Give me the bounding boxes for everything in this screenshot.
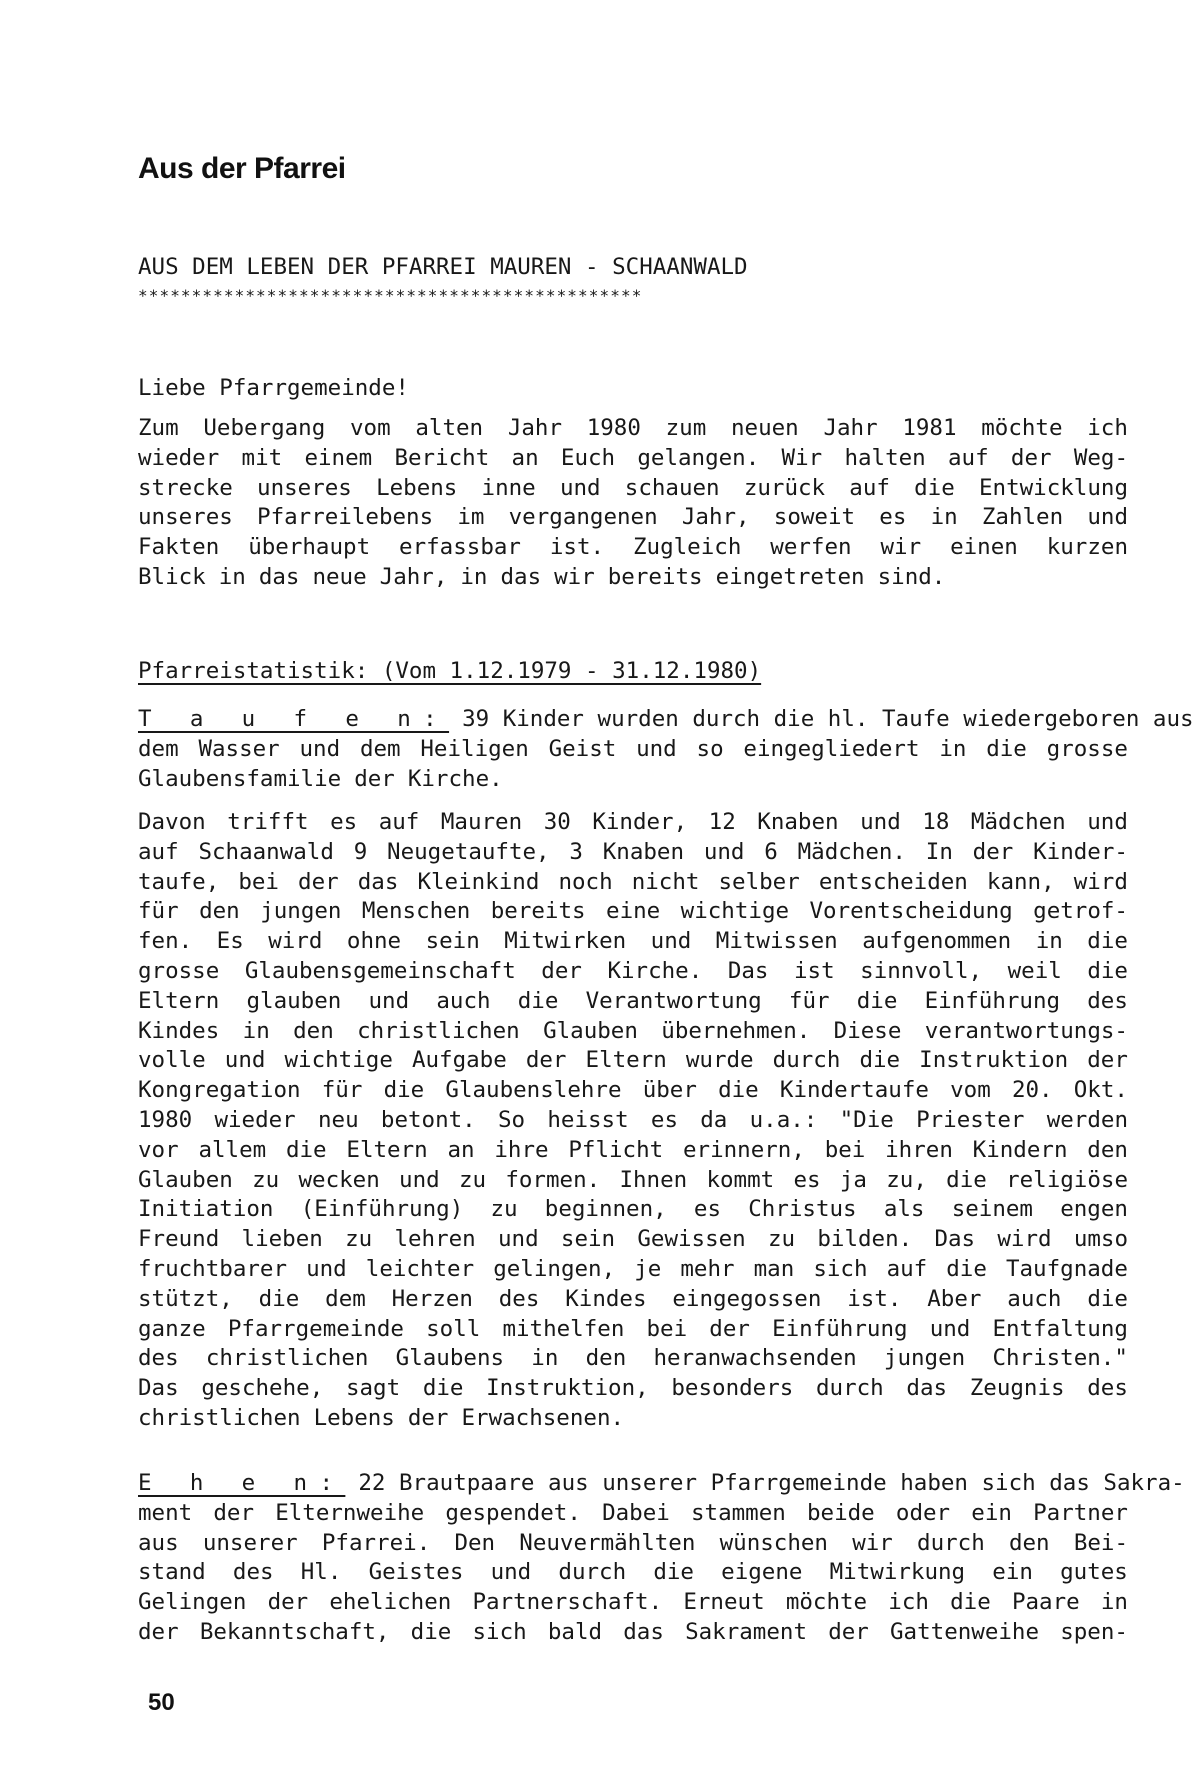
statistics-heading-line bbox=[138, 657, 1128, 687]
ehen-first-line-text: 22 Brautpaare aus unserer Pfarrgemeinde haben sich das Sakra- bbox=[358, 1470, 1185, 1496]
taufen-first-line bbox=[138, 705, 1194, 735]
text-line: unseres Pfarreilebens im vergangenen Jahr, soweit es in Zahlen und bbox=[138, 504, 1128, 531]
taufen-detail-paragraph bbox=[138, 808, 1128, 1434]
text-line: stützt, die dem Herzen des Kindes eingegossen ist. Aber auch die bbox=[138, 1285, 1128, 1312]
text-line: Zum Uebergang vom alten Jahr 1980 zum neuen Jahr 1981 möchte ich bbox=[138, 415, 1128, 441]
ehen-lines bbox=[138, 1499, 1128, 1648]
article-heading: AUS DEM LEBEN DER PFARREI MAUREN - SCHAANWALD bbox=[138, 254, 748, 280]
text-line: Fakten überhaupt erfassbar ist. Zugleich werfen wir einen kurzen bbox=[138, 534, 1128, 561]
salutation-paragraph bbox=[138, 374, 1128, 404]
text-line: Glauben zu wecken und zu formen. Ihnen kommt es ja zu, die religiöse bbox=[138, 1166, 1128, 1193]
text-line: vor allem die Eltern an ihre Pflicht erinnern, bei ihren Kindern den bbox=[138, 1136, 1128, 1163]
text-line: strecke unseres Lebens inne und schauen zurück auf die Entwicklung bbox=[138, 474, 1128, 501]
text-line: fen. Es wird ohne sein Mitwirken und Mitwissen aufgenommen in die bbox=[138, 928, 1128, 955]
text-line: dem Wasser und dem Heiligen Geist und so eingegliedert in die grosse bbox=[138, 735, 1128, 762]
text-line: Kongregation für die Glaubenslehre über die Kindertaufe vom 20. Okt. bbox=[138, 1077, 1128, 1104]
text-line: Initiation (Einführung) zu beginnen, es Christus als seinem engen bbox=[138, 1196, 1128, 1223]
salutation-line: Liebe Pfarrgemeinde! bbox=[138, 375, 409, 401]
text-line: für den jungen Menschen bereits eine wichtige Vorentscheidung getrof- bbox=[138, 898, 1128, 925]
text-line: aus unserer Pfarrei. Den Neuvermählten wünschen wir durch den Bei- bbox=[138, 1529, 1128, 1556]
text-line: Eltern glauben und auch die Verantwortung für die Einführung des bbox=[138, 987, 1128, 1014]
taufen-paragraph bbox=[138, 705, 1194, 794]
ehen-paragraph bbox=[138, 1469, 1185, 1648]
text-line: ment der Elternweihe gespendet. Dabei stammen beide oder ein Partner bbox=[138, 1499, 1128, 1526]
text-line: Freund lieben zu lehren und sein Gewissen zu bilden. Das wird umso bbox=[138, 1226, 1128, 1253]
taufen-lines bbox=[138, 735, 1128, 795]
intro-paragraph bbox=[138, 414, 1128, 593]
text-line: ganze Pfarrgemeinde soll mithelfen bei der Einführung und Entfaltung bbox=[138, 1315, 1128, 1342]
taufen-first-line-text: 39 Kinder wurden durch die hl. Taufe wiedergeboren aus bbox=[462, 706, 1194, 732]
text-line: fruchtbarer und leichter gelingen, je mehr man sich auf die Taufgnade bbox=[138, 1255, 1128, 1282]
text-line: grosse Glaubensgemeinschaft der Kirche. Das ist sinnvoll, weil die bbox=[138, 957, 1128, 984]
section-title: Aus der Pfarrei bbox=[138, 152, 346, 185]
ehen-label: E h e n: bbox=[138, 1470, 346, 1496]
ehen-first-line bbox=[138, 1469, 1185, 1499]
text-line: des christlichen Glaubens in den heranwachsenden jungen Christen." bbox=[138, 1345, 1128, 1372]
text-line: wieder mit einem Bericht an Euch gelangen. Wir halten auf der Weg- bbox=[138, 444, 1128, 471]
text-line: Glaubensfamilie der Kirche. bbox=[138, 765, 503, 792]
text-line: christlichen Lebens der Erwachsenen. bbox=[138, 1404, 625, 1431]
statistics-heading: Pfarreistatistik: (Vom 1.12.1979 - 31.12.1980) bbox=[138, 658, 762, 684]
taufen-label: T a u f e n: bbox=[138, 706, 450, 732]
page-number: 50 bbox=[148, 1689, 175, 1716]
text-line: der Bekanntschaft, die sich bald das Sakrament der Gattenweihe spen- bbox=[138, 1618, 1128, 1645]
text-line: Das geschehe, sagt die Instruktion, besonders durch das Zeugnis des bbox=[138, 1375, 1128, 1402]
text-line: stand des Hl. Geistes und durch die eigene Mitwirkung ein gutes bbox=[138, 1559, 1128, 1586]
text-line: Kindes in den christlichen Glauben übernehmen. Diese verantwortungs- bbox=[138, 1017, 1128, 1044]
text-line: taufe, bei der das Kleinkind noch nicht selber entscheiden kann, wird bbox=[138, 868, 1128, 895]
text-line: Davon trifft es auf Mauren 30 Kinder, 12 Knaben und 18 Mädchen und bbox=[138, 809, 1128, 835]
heading-star-rule: *********************************************** bbox=[138, 286, 643, 305]
text-line: 1980 wieder neu betont. So heisst es da u.a.: "Die Priester werden bbox=[138, 1106, 1128, 1133]
text-line: Blick in das neue Jahr, in das wir bereits eingetreten sind. bbox=[138, 563, 946, 590]
text-line: Gelingen der ehelichen Partnerschaft. Erneut möchte ich die Paare in bbox=[138, 1589, 1128, 1616]
text-line: auf Schaanwald 9 Neugetaufte, 3 Knaben und 6 Mädchen. In der Kinder- bbox=[138, 838, 1128, 865]
text-line: volle und wichtige Aufgabe der Eltern wurde durch die Instruktion der bbox=[138, 1047, 1128, 1074]
statistics-heading-block bbox=[138, 657, 1128, 687]
